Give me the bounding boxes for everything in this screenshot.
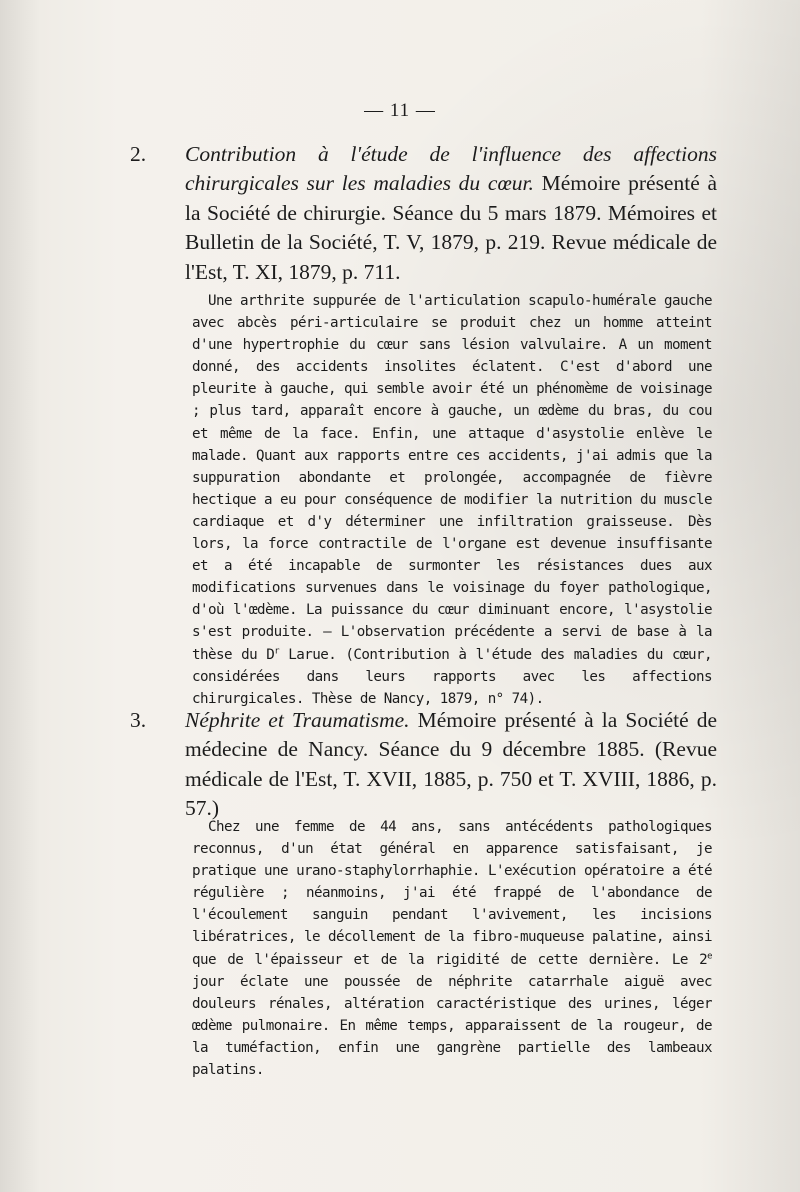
entry-title: Néphrite et Traumatisme. [185, 708, 410, 732]
summary-text: jour éclate une poussée de néphrite catarrhale aiguë avec douleurs rénales, altération caractéristique des urines, léger œdème pulmonaire. En même temps, apparaissent de la rougeur, de la tuméfaction, enfin une gangrène partielle des lambeaux palatins. [192, 973, 712, 1079]
entry-citation: Mémoire présenté à la Société de chirurgie. Séance du 5 mars 1879. Mémoires et Bulletin de la Société, T. V, 1879, p. 219. Revue médicale de l'Est, T. XI, 1879, p. 711. [185, 171, 717, 284]
summary-text: Larue. (Contribution à l'étude des maladies du cœur, considérées dans leurs rapports avec les affections chirurgicales. Thèse de Nancy, 1879, n° 74). [192, 646, 712, 707]
entry-title: Contribution à l'étude de l'influence des affections chirurgicales sur les maladies du cœur. [185, 142, 717, 196]
entry-summary [192, 816, 712, 1081]
entry-heading [130, 140, 717, 287]
superscript: e [707, 950, 712, 961]
summary-text: Une arthrite suppurée de l'articulation scapulo-humérale gauche avec abcès péri-articulaire se produit chez un homme atteint d'une hypertrophie du cœur sans lésion valvulaire. A un moment donné, des accidents insolites éclatent. C'est d'abord une pleurite à gauche, qui semble avoir été un phénomème de voisinage ; plus tard, apparaît encore à gauche, un œdème du bras, du cou et même de la face. Enfin, une attaque d'asystolie enlève le malade. Quant aux rapports entre ces accidents, j'ai admis que la suppuration abondante et prolongée, accompagnée de fièvre hectique a eu pour conséquence de modifier la nutrition du muscle cardiaque et d'y déterminer une infiltration graisseuse. Dès lors, la force contractile de l'organe est devenue insuffisante et a été incapable de surmonter les résistances dues aux modifications survenues dans le voisinage du foyer pathologique, d'où l'œdème. La puissance du cœur diminuant encore, l'asystolie s'est produite. — L'observation précédente a servi de base à la thèse du D [192, 293, 712, 663]
entry-number: 3. [130, 708, 147, 732]
summary-text: Chez une femme de 44 ans, sans antécédents pathologiques reconnus, d'un état général en apparence satisfaisant, je pratique une urano-staphylorrhaphie. L'exécution opératoire a été régulière ; néanmoins, j'ai été frappé de l'abondance de l'écoulement sanguin pendant l'avivement, les incisions libératrices, le décollement de la fibro-muqueuse palatine, ainsi que de l'épaisseur et de la rigidité de cette dernière. Le 2 [192, 819, 712, 968]
superscript: r [274, 645, 280, 656]
entry-number: 2. [130, 142, 147, 166]
entry-heading [130, 706, 717, 824]
entry-citation: Mémoire présenté à la Société de médecine de Nancy. Séance du 9 décembre 1885. (Revue médicale de l'Est, T. XVII, 1885, p. 750 et T. XVIII, 1886, p. 57.) [185, 708, 717, 821]
entry-summary [192, 290, 712, 710]
page-number: — 11 — [364, 100, 436, 121]
